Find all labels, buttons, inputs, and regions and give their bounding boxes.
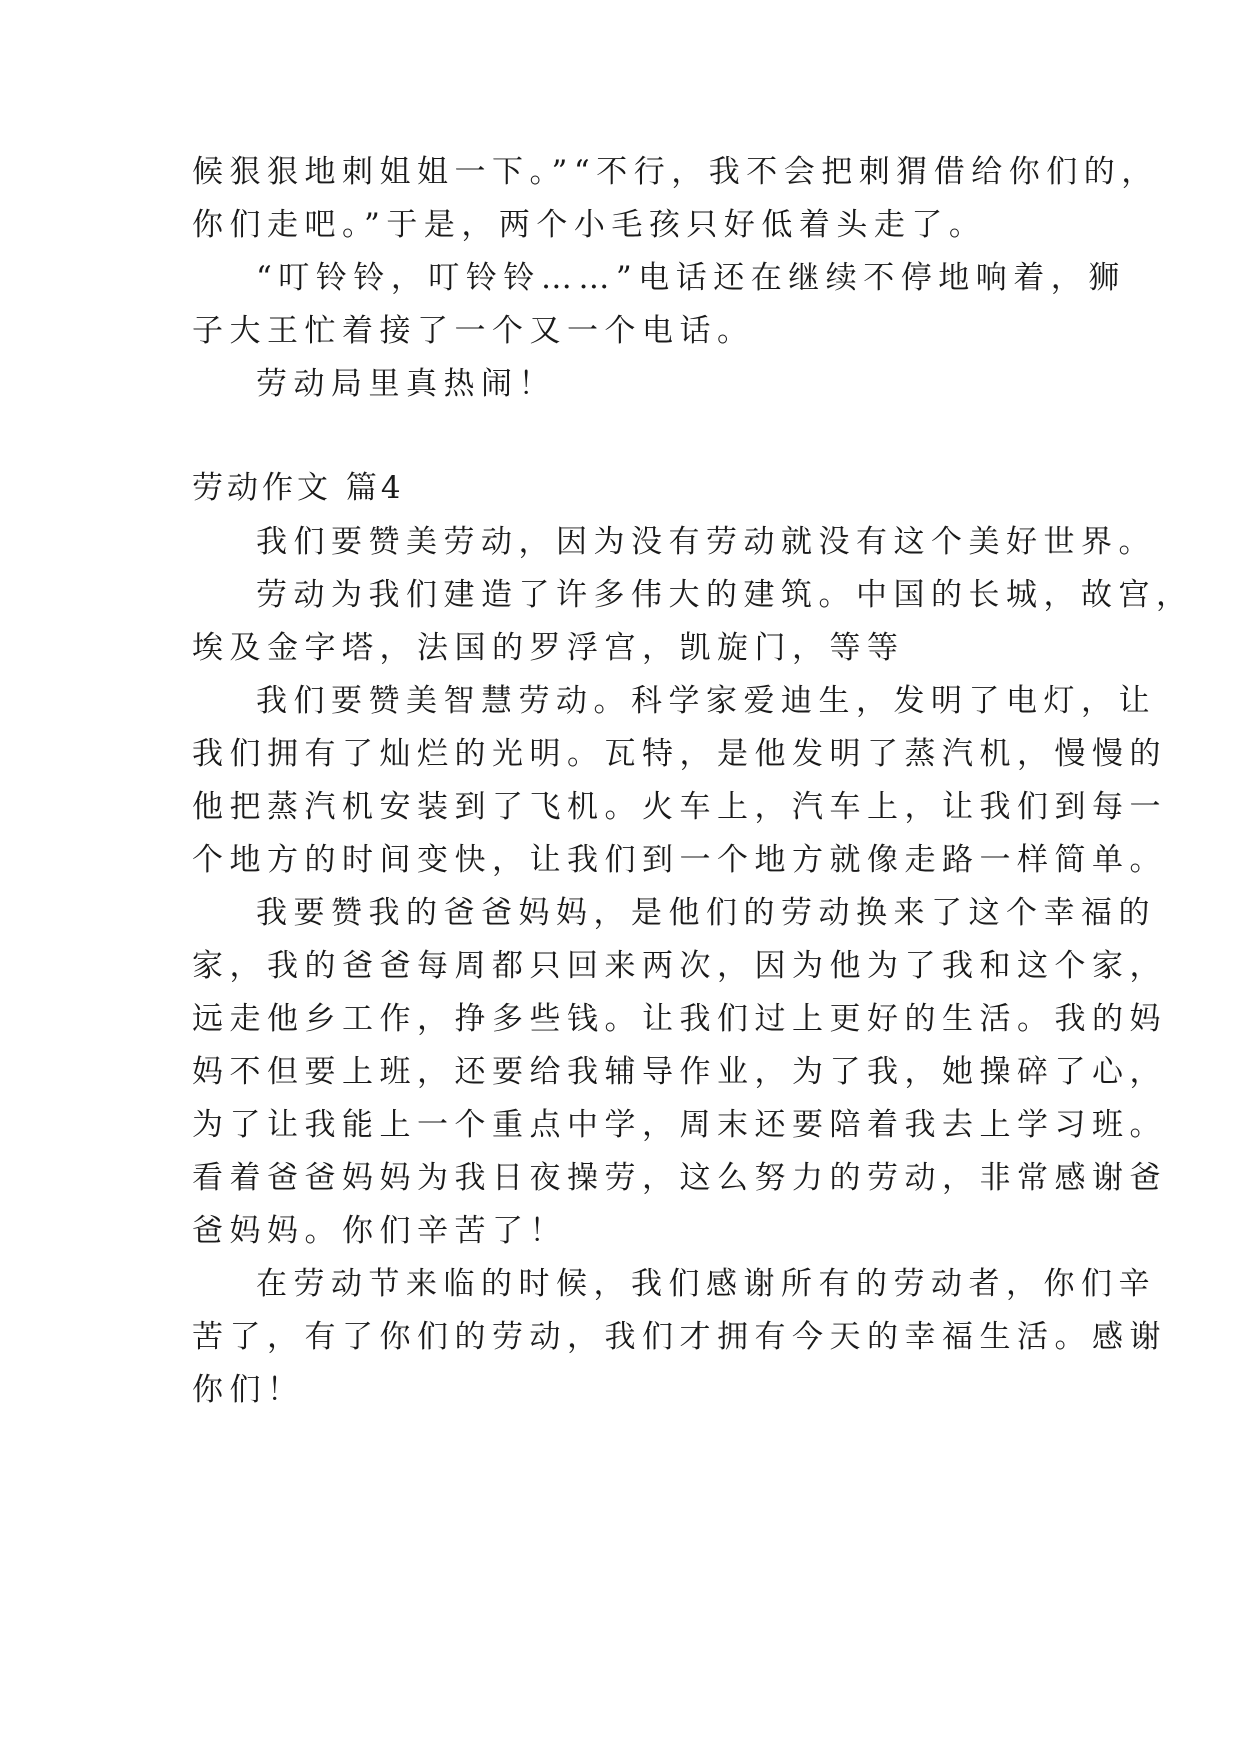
paragraph-line: 你们走吧。”于是，两个小毛孩只好低着头走了。	[192, 207, 987, 243]
paragraph-line: 子大王忙着接了一个又一个电话。	[192, 313, 755, 349]
paragraph-line: 爸妈妈。你们辛苦了！	[192, 1213, 567, 1249]
paragraph-line: 他把蒸汽机安装到了飞机。火车上，汽车上，让我们到每一	[192, 789, 1167, 825]
paragraph-line: 在劳动节来临的时候，我们感谢所有的劳动者，你们辛	[256, 1266, 1156, 1302]
paragraph-line: 我们要赞美智慧劳动。科学家爱迪生，发明了电灯，让	[256, 683, 1156, 719]
paragraph-line: 我要赞我的爸爸妈妈，是他们的劳动换来了这个幸福的	[256, 895, 1156, 931]
paragraph-line: 远走他乡工作，挣多些钱。让我们过上更好的生活。我的妈	[192, 1001, 1167, 1037]
paragraph-line: 家，我的爸爸每周都只回来两次，因为他为了我和这个家，	[192, 948, 1167, 984]
paragraph-line: 看着爸爸妈妈为我日夜操劳，这么努力的劳动，非常感谢爸	[192, 1160, 1167, 1196]
paragraph-line: 妈不但要上班，还要给我辅导作业，为了我，她操碎了心，	[192, 1054, 1167, 1090]
paragraph-line: 我们拥有了灿烂的光明。瓦特，是他发明了蒸汽机，慢慢的	[192, 736, 1167, 772]
paragraph-line: 劳动为我们建造了许多伟大的建筑。中国的长城，故宫，	[256, 577, 1194, 613]
paragraph-line: 我们要赞美劳动，因为没有劳动就没有这个美好世界。	[256, 524, 1156, 560]
paragraph-line: “叮铃铃，叮铃铃……”电话还在继续不停地响着，狮	[256, 260, 1126, 296]
paragraph-line: 为了让我能上一个重点中学，周末还要陪着我去上学习班。	[192, 1107, 1167, 1143]
paragraph-line: 苦了，有了你们的劳动，我们才拥有今天的幸福生活。感谢	[192, 1319, 1167, 1355]
paragraph-line: 埃及金字塔，法国的罗浮宫，凯旋门，等等	[192, 630, 905, 666]
paragraph-line: 候狠狠地刺姐姐一下。”“不行，我不会把刺猬借给你们的，	[192, 154, 1159, 190]
paragraph-line: 劳动局里真热闹！	[256, 366, 556, 402]
paragraph-line: 个地方的时间变快，让我们到一个地方就像走路一样简单。	[192, 842, 1167, 878]
section-heading: 劳动作文 篇4	[192, 470, 405, 506]
paragraph-line: 你们！	[192, 1372, 305, 1408]
